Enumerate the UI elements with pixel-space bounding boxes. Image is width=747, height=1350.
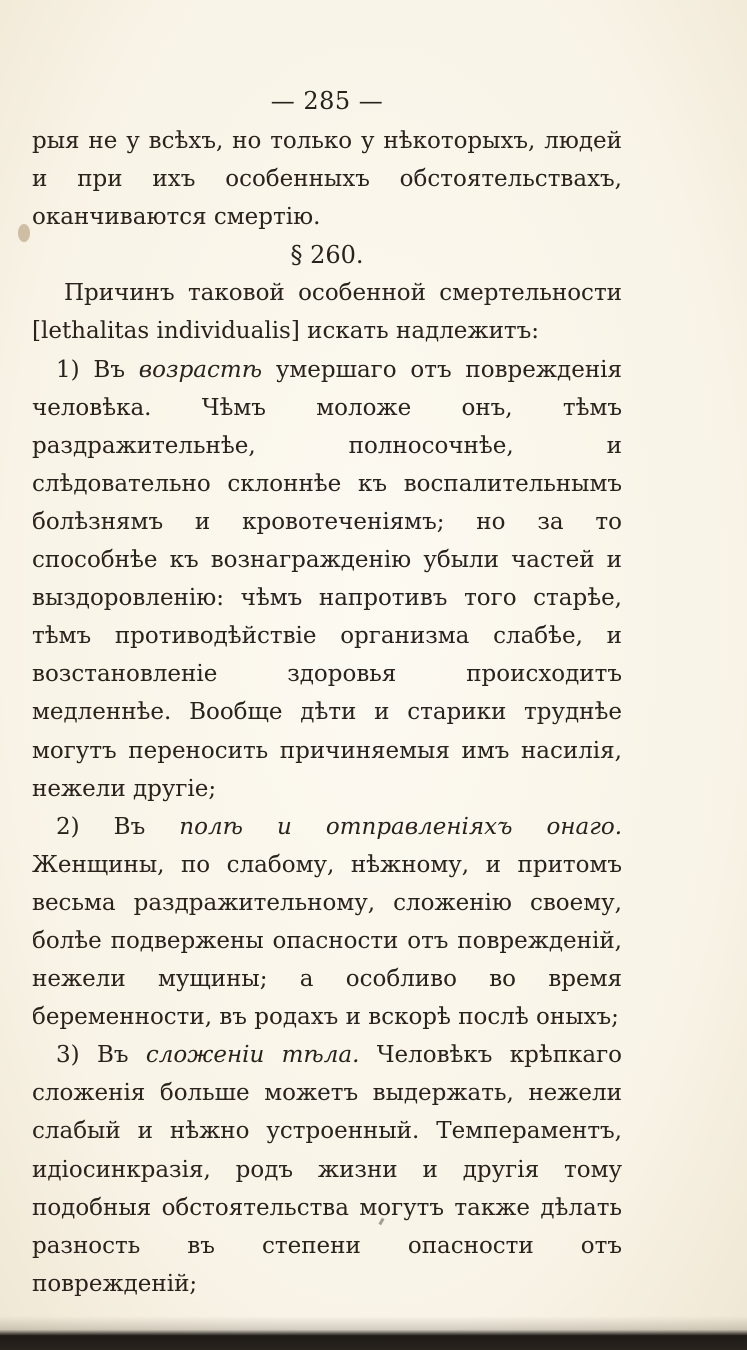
section-heading: § 260. [290,241,364,270]
page-bottom-edge [0,1316,747,1350]
item-number: 2) Въ [56,813,146,840]
paper-stain [18,224,30,242]
item-emphasis: возрастѣ [138,356,262,383]
item-text: Женщины, по слабому, нѣжному, и притомъ весьма раздражительному, сложенію своему, болѣе подвержены опасности отъ поврежденій, нежели мущины; а особливо во время беременности, въ родахъ и вскорѣ послѣ оныхъ; [32,851,622,1031]
intro-paragraph: Причинъ таковой особенной смертельности [lethalitas individualis] искать надлежитъ: [32,280,622,345]
item-emphasis: полѣ и отправленіяхъ онаго. [179,813,623,840]
item-text: Человѣкъ крѣпкаго сложенія больше можетъ выдержать, нежели слабый и нѣжно устроенный. Темпераментъ, идіосинкразія, родъ жизни и другія тому подобныя обстоятельства могутъ также дѣлать разность въ степени опасности отъ поврежденій; [32,1042,623,1297]
item-emphasis: сложеніи тѣла. [145,1042,360,1069]
list-item-1 [32,351,622,808]
page-text [32,82,622,1303]
item-number: 3) Въ [56,1042,129,1069]
item-text: умершаго отъ поврежденія человѣка. Чѣмъ моложе онъ, тѣмъ раздражительнѣе, полносочнѣе, и слѣдовательно склоннѣе къ воспалительнымъ болѣзнямъ и кровотеченіямъ; но за то способнѣе къ вознагражденію убыли частей и выздоровленію: чѣмъ напротивъ того старѣе, тѣмъ противодѣйствіе организма слабѣе, и возстановленіе здоровья происходитъ медленнѣе. Вообще дѣти и старики труднѣе могутъ переносить причиняемыя имъ насилія, нежели другіе; [32,356,623,802]
list-item-3 [32,1036,622,1303]
page-number: — 285 — [270,87,384,115]
continuation-paragraph: рыя не у всѣхъ, но только у нѣкоторыхъ, людей и при ихъ особенныхъ обстоятельствахъ, оканчиваются смертію. [32,128,622,231]
item-number: 1) Въ [56,356,125,383]
list-item-2 [32,808,622,1037]
